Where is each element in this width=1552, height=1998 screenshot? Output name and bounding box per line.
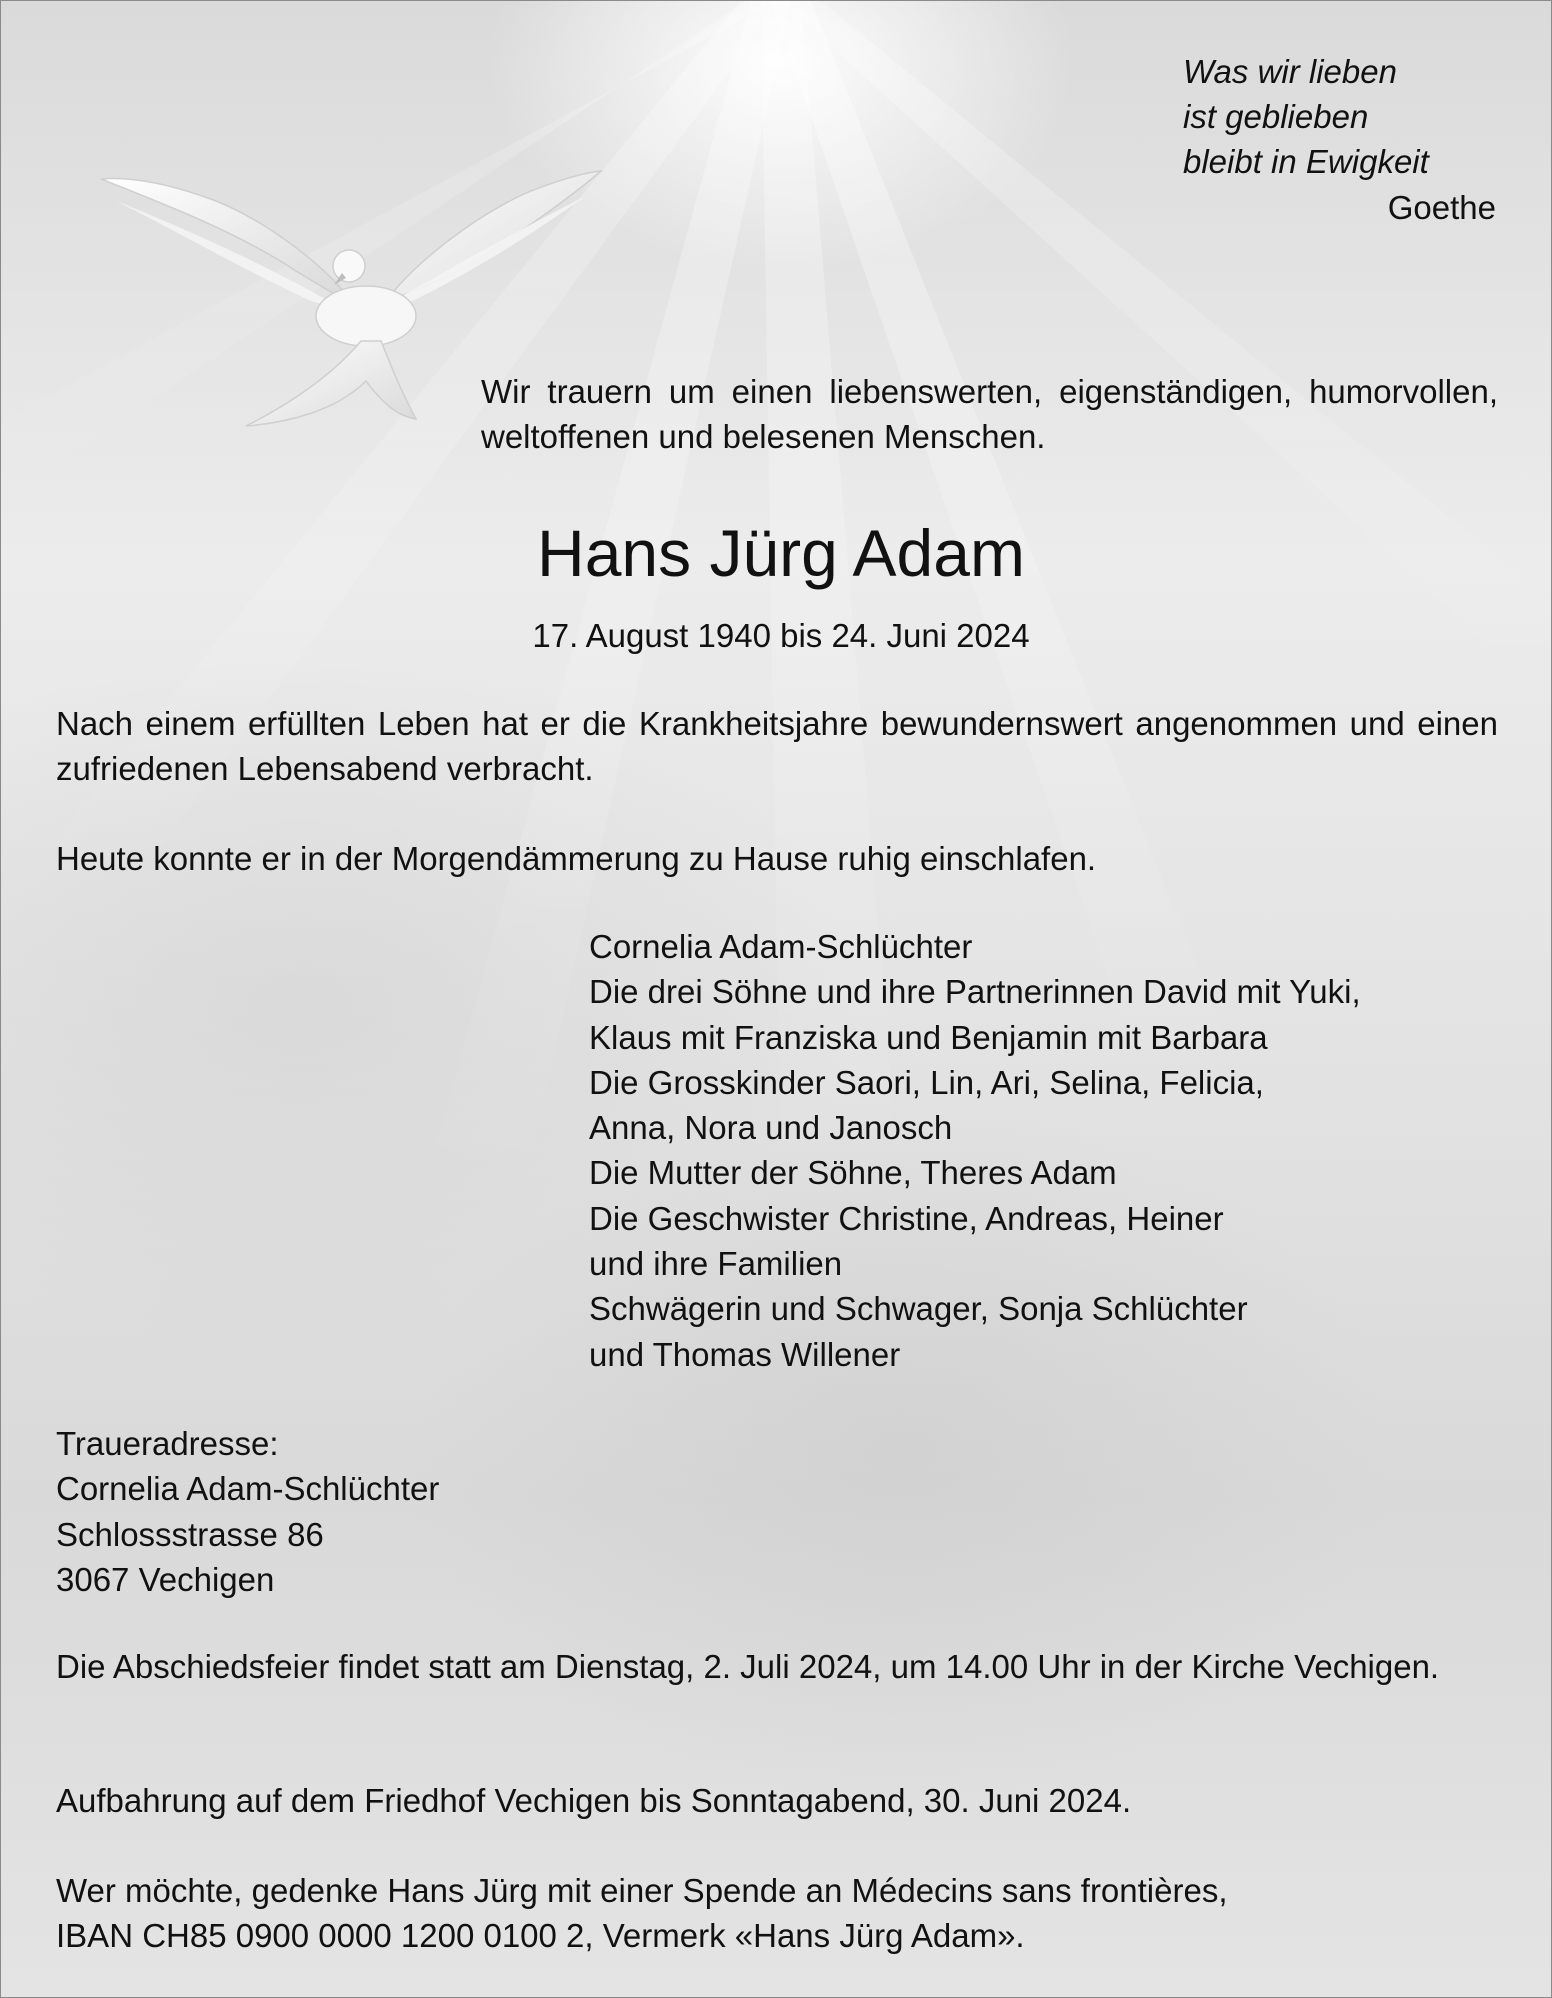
donation-line-1: Wer möchte, gedenke Hans Jürg mit einer Spende an Médecins sans frontières, [56,1872,1228,1909]
quote-author: Goethe [1387,189,1496,226]
viewing-paragraph: Aufbahrung auf dem Friedhof Vechigen bis Sonntagabend, 30. Juni 2024. [56,1782,1132,1819]
life-paragraph: Nach einem erfüllten Leben hat er die Krankheitsjahre bewundernswert angenommen und einen zufriedenen Lebensabend verbracht. [56,705,1498,787]
mourner-line: Die Grosskinder Saori, Lin, Ari, Selina, Felicia, [589,1063,1264,1101]
mourners-list [589,924,1489,1377]
mourner-line: Schwägerin und Schwager, Sonja Schlüchter [589,1290,1248,1328]
quote-line-3: bleibt in Ewigkeit [1183,143,1429,180]
life-dates: 17. August 1940 bis 24. Juni 2024 [532,617,1030,654]
mourner-line: und Thomas Willener [589,1335,901,1373]
quote-line-1: Was wir lieben [1183,53,1397,90]
address-label: Traueradresse: [56,1425,279,1462]
passing-paragraph: Heute konnte er in der Morgendämmerung zu Hause ruhig einschlafen. [56,840,1097,877]
mourner-line: Die Geschwister Christine, Andreas, Heiner [589,1199,1224,1237]
donation-line-2: IBAN CH85 0900 0000 1200 0100 2, Vermerk «Hans Jürg Adam». [56,1917,1025,1954]
mourning-address [56,1421,439,1602]
mourner-line: Cornelia Adam-Schlüchter [589,928,973,965]
address-city: 3067 Vechigen [56,1560,275,1598]
deceased-name: Hans Jürg Adam [537,516,1025,590]
mourner-line: Die Mutter der Söhne, Theres Adam [589,1154,1117,1192]
address-street: Schlossstrasse 86 [56,1515,324,1553]
mourner-line: Die drei Söhne und ihre Partnerinnen David mit Yuki, [589,973,1361,1011]
address-name: Cornelia Adam-Schlüchter [56,1470,440,1508]
quote-line-2: ist geblieben [1183,98,1369,135]
mourning-intro: Wir trauern um einen liebenswerten, eigenständigen, humorvollen, weltoffenen und belesenen Menschen. [481,373,1498,455]
mourner-line: Anna, Nora und Janosch [589,1109,953,1147]
donation-paragraph [56,1868,1498,1958]
goethe-quote [1183,49,1503,184]
mourner-line: Klaus mit Franziska und Benjamin mit Barbara [589,1018,1268,1056]
ceremony-paragraph: Die Abschiedsfeier findet statt am Dienstag, 2. Juli 2024, um 14.00 Uhr in der Kirche Vechigen. [56,1648,1440,1685]
mourner-line: und ihre Familien [589,1245,843,1283]
